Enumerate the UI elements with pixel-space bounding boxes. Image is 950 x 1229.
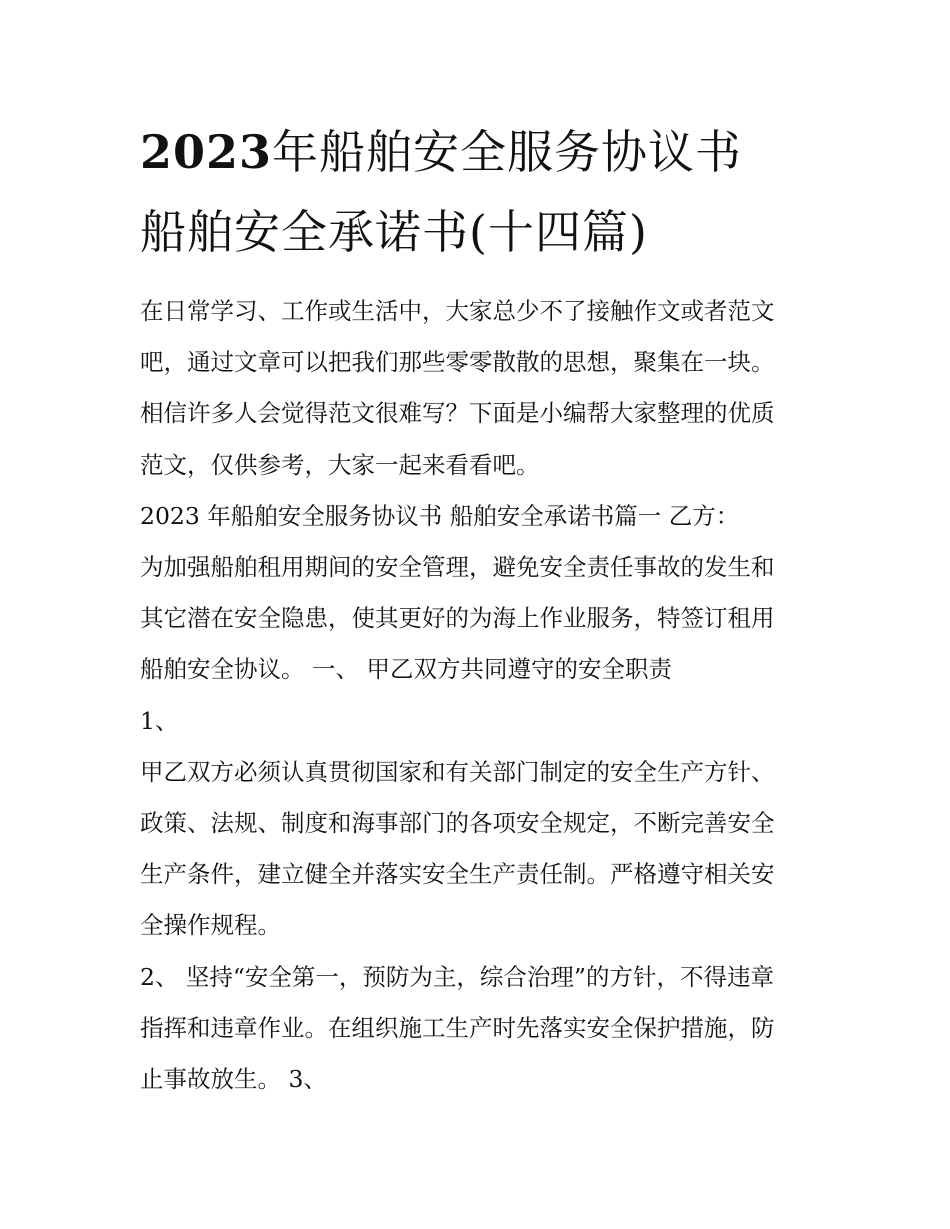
body-line: 指挥和违章作业。在组织施工生产时先落实安全保护措施，防 — [140, 1013, 775, 1042]
body-line: 为加强船舶租用期间的安全管理，避免安全责任事故的发生和 — [140, 553, 775, 582]
body-line: 在日常学习、工作或生活中，大家总少不了接触作文或者范文 — [140, 297, 775, 325]
body-line: 其它潜在安全隐患，使其更好的为海上作业服务，特签订租用 — [140, 604, 775, 633]
body-line: 船舶安全协议。 一、 甲乙双方共同遵守的安全职责 — [140, 655, 672, 684]
body-line: 止事故放生。 3、 — [140, 1065, 327, 1094]
body-line: 相信许多人会觉得范文很难写？下面是小编帮大家整理的优质 — [140, 399, 775, 428]
body-line: 全操作规程。 — [140, 911, 281, 940]
title-line-2: 船舶安全承诺书(十四篇) — [140, 205, 648, 259]
body-line: 2023 年船舶安全服务协议书 船舶安全承诺书篇一 乙方： — [140, 501, 740, 530]
document-body — [140, 286, 820, 1105]
document-page — [140, 112, 820, 1105]
title-line-1-text: 年船舶安全服务协议书 — [272, 125, 743, 179]
title-year: 2023 — [140, 125, 273, 179]
body-line: 甲乙双方必须认真贯彻国家和有关部门制定的安全生产方针、 — [140, 757, 775, 786]
body-line: 吧，通过文章可以把我们那些零零散散的思想，聚集在一块。 — [140, 348, 775, 377]
body-line: 范文，仅供参考，大家一起来看看吧。 — [140, 450, 540, 479]
body-line: 2、 坚持“安全第一，预防为主，综合治理”的方针，不得违章 — [140, 962, 774, 991]
document-title — [140, 112, 820, 272]
body-line: 1、 — [140, 706, 179, 735]
body-line: 生产条件，建立健全并落实安全生产责任制。严格遵守相关安 — [140, 860, 775, 889]
body-line: 政策、法规、制度和海事部门的各项安全规定，不断完善安全 — [140, 809, 775, 838]
title-line-1 — [140, 112, 820, 192]
